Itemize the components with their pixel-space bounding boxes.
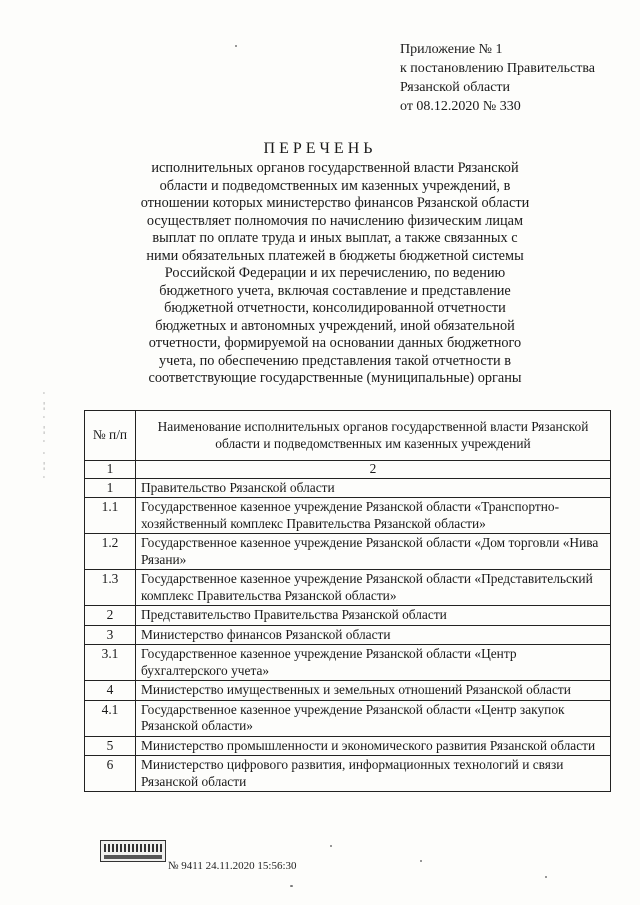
scan-speck — [290, 885, 293, 887]
row-number-cell: 5 — [85, 736, 136, 756]
scan-speck — [235, 45, 237, 47]
row-number-cell: 1.3 — [85, 570, 136, 606]
header-name-cell: Наименование исполнительных органов государственной власти Рязанской области и подведомственных им казенных учреждений — [136, 411, 611, 461]
document-subtitle: исполнительных органов государственной власти Рязанской области и подведомственных им казенных учреждений, в отношении которых министерство финансов Рязанской области осуществляет полномочия по начислению физическим лицам выплат по оплате труда и иных выплат, а также связанных с ними обязательных платежей в бюджеты бюджетной системы Российской Федерации и их перечислению, по ведению бюджетного учета, включая составление и представление бюджетной отчетности, консолидированной отчетности бюджетных и автономных учреждений, иной обязательной отчетности, формируемой на основании данных бюджетного учета, по обеспечению представления такой отчетности в соответствующие государственные (муниципальные) органы — [140, 160, 530, 386]
scan-speck — [420, 860, 422, 862]
row-name-cell: Министерство цифрового развития, информационных технологий и связи Рязанской области — [136, 756, 611, 792]
row-number-cell: 6 — [85, 756, 136, 792]
registration-number: № 9411 24.11.2020 15:56:30 — [168, 860, 297, 872]
row-name-cell: Государственное казенное учреждение Рязанской области «Дом торговли «Нива Рязани» — [136, 534, 611, 570]
appendix-header — [400, 40, 630, 116]
appendix-line-4: от 08.12.2020 № 330 — [400, 99, 521, 114]
table-row — [85, 756, 611, 792]
table-row — [85, 478, 611, 498]
barcode-stamp — [100, 840, 166, 862]
appendix-line-3: Рязанской области — [400, 80, 511, 95]
table-row — [85, 736, 611, 756]
row-number-cell: 4 — [85, 681, 136, 701]
margin-marks: · ¦ · ¦ · · ¦ · — [42, 389, 46, 482]
table-row — [85, 606, 611, 626]
appendix-line-1: Приложение № 1 — [400, 42, 503, 57]
document-title: ПЕРЕЧЕНЬ — [263, 140, 377, 157]
row-number-cell: 1.2 — [85, 534, 136, 570]
table-row — [85, 570, 611, 606]
table-row — [85, 625, 611, 645]
row-number-cell: 3.1 — [85, 645, 136, 681]
organizations-table — [84, 410, 611, 792]
row-name-cell: Министерство финансов Рязанской области — [136, 625, 611, 645]
row-name-cell: Государственное казенное учреждение Рязанской области «Центр закупок Рязанской области» — [136, 700, 611, 736]
row-name-cell: Государственное казенное учреждение Рязанской области «Центр бухгалтерского учета» — [136, 645, 611, 681]
index-col-1: 1 — [85, 461, 136, 479]
index-col-2: 2 — [136, 461, 611, 479]
table-row — [85, 534, 611, 570]
scan-speck — [330, 845, 332, 847]
row-number-cell: 4.1 — [85, 700, 136, 736]
row-number-cell: 1 — [85, 478, 136, 498]
row-name-cell: Министерство промышленности и экономического развития Рязанской области — [136, 736, 611, 756]
row-number-cell: 3 — [85, 625, 136, 645]
table-row — [85, 645, 611, 681]
table-row — [85, 498, 611, 534]
table-row — [85, 700, 611, 736]
row-name-cell: Государственное казенное учреждение Рязанской области «Представительский комплекс Правительства Рязанской области» — [136, 570, 611, 606]
row-number-cell: 1.1 — [85, 498, 136, 534]
row-number-cell: 2 — [85, 606, 136, 626]
scan-speck — [545, 876, 547, 878]
row-name-cell: Правительство Рязанской области — [136, 478, 611, 498]
appendix-line-2: к постановлению Правительства — [400, 61, 596, 76]
table-index-row — [85, 461, 611, 479]
row-name-cell: Министерство имущественных и земельных отношений Рязанской области — [136, 681, 611, 701]
table-header-row — [85, 411, 611, 461]
table-row — [85, 681, 611, 701]
header-num-cell: № п/п — [85, 411, 136, 461]
row-name-cell: Государственное казенное учреждение Рязанской области «Транспортно-хозяйственный комплекс Правительства Рязанской области» — [136, 498, 611, 534]
row-name-cell: Представительство Правительства Рязанской области — [136, 606, 611, 626]
